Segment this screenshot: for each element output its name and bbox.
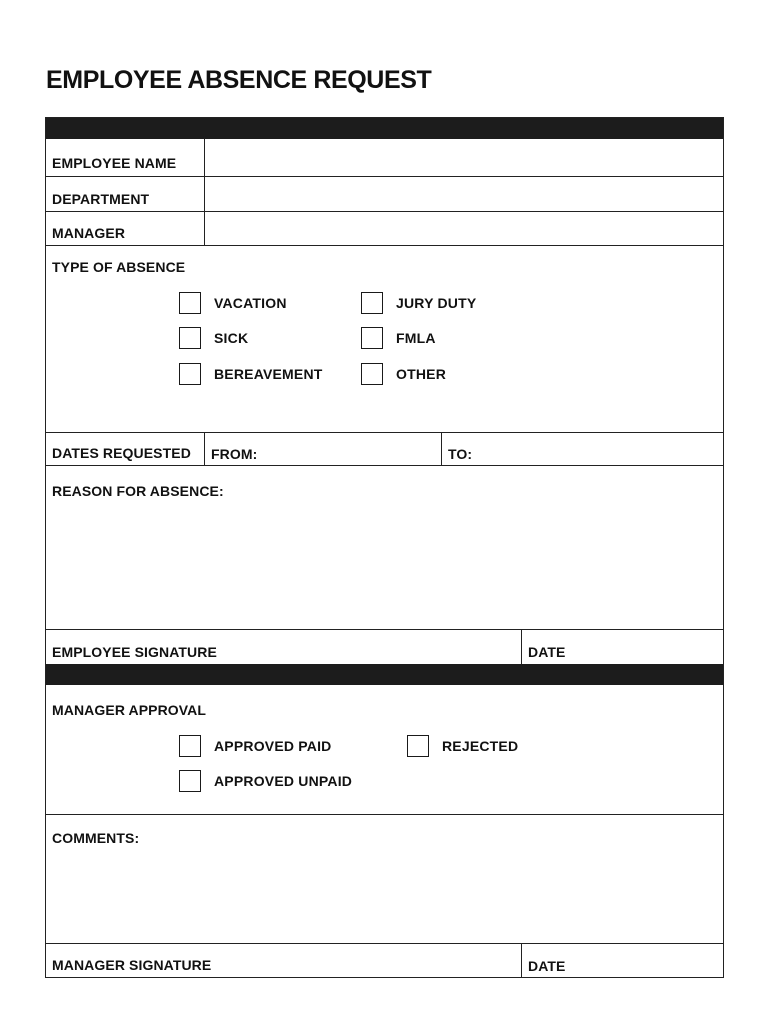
to-label: TO:	[448, 446, 473, 462]
page-title: EMPLOYEE ABSENCE REQUEST	[46, 66, 432, 94]
employee-name-field[interactable]	[212, 146, 717, 176]
bereavement-label: BEREAVEMENT	[214, 366, 323, 382]
row-divider	[46, 432, 723, 433]
option-vacation[interactable]	[179, 291, 287, 315]
option-other[interactable]	[361, 362, 446, 386]
manager-signature-label: MANAGER SIGNATURE	[52, 957, 212, 973]
approved-unpaid-checkbox[interactable]	[179, 770, 201, 792]
comments-label: COMMENTS:	[52, 830, 140, 846]
option-jury-duty[interactable]	[361, 291, 476, 315]
to-date-field[interactable]	[478, 436, 716, 462]
comments-field[interactable]	[52, 850, 716, 938]
date-divider	[521, 629, 522, 664]
sick-checkbox[interactable]	[179, 327, 201, 349]
employee-signature-label: EMPLOYEE SIGNATURE	[52, 644, 217, 660]
jury-duty-checkbox[interactable]	[361, 292, 383, 314]
header-bar	[46, 118, 723, 139]
dates-requested-label: DATES REQUESTED	[52, 445, 191, 461]
section-bar	[46, 664, 723, 685]
date-divider	[521, 943, 522, 978]
other-label: OTHER	[396, 366, 446, 382]
absence-type-label: TYPE OF ABSENCE	[52, 259, 186, 275]
rejected-checkbox[interactable]	[407, 735, 429, 757]
row-divider	[46, 245, 723, 246]
row-divider	[46, 176, 723, 177]
employee-name-label: EMPLOYEE NAME	[52, 155, 177, 171]
row-divider	[46, 814, 723, 815]
option-bereavement[interactable]	[179, 362, 323, 386]
other-checkbox[interactable]	[361, 363, 383, 385]
row-divider	[46, 465, 723, 466]
department-field[interactable]	[212, 181, 717, 209]
department-label: DEPARTMENT	[52, 191, 150, 207]
sick-label: SICK	[214, 330, 249, 346]
approved-unpaid-label: APPROVED UNPAID	[214, 773, 353, 789]
fmla-label: FMLA	[396, 330, 436, 346]
approved-paid-label: APPROVED PAID	[214, 738, 332, 754]
manager-signature-date-label: DATE	[528, 958, 566, 974]
vacation-checkbox[interactable]	[179, 292, 201, 314]
row-divider	[46, 211, 723, 212]
bereavement-checkbox[interactable]	[179, 363, 201, 385]
vacation-label: VACATION	[214, 295, 287, 311]
option-fmla[interactable]	[361, 326, 436, 350]
label-divider	[204, 139, 205, 245]
jury-duty-label: JURY DUTY	[396, 295, 477, 311]
row-divider	[46, 943, 723, 944]
reason-field[interactable]	[52, 503, 716, 623]
option-sick[interactable]	[179, 326, 248, 350]
employee-signature-date-label: DATE	[528, 644, 566, 660]
absence-request-form	[45, 117, 724, 978]
date-divider	[441, 432, 442, 465]
option-approved-paid[interactable]	[179, 734, 331, 758]
manager-field[interactable]	[212, 215, 717, 243]
fmla-checkbox[interactable]	[361, 327, 383, 349]
option-rejected[interactable]	[407, 734, 518, 758]
from-label: FROM:	[211, 446, 258, 462]
option-approved-unpaid[interactable]	[179, 769, 352, 793]
approved-paid-checkbox[interactable]	[179, 735, 201, 757]
from-date-field[interactable]	[264, 436, 436, 462]
manager-label: MANAGER	[52, 225, 126, 241]
rejected-label: REJECTED	[442, 738, 519, 754]
reason-label: REASON FOR ABSENCE:	[52, 483, 224, 499]
row-divider	[46, 629, 723, 630]
label-divider	[204, 432, 205, 465]
manager-approval-label: MANAGER APPROVAL	[52, 702, 207, 718]
